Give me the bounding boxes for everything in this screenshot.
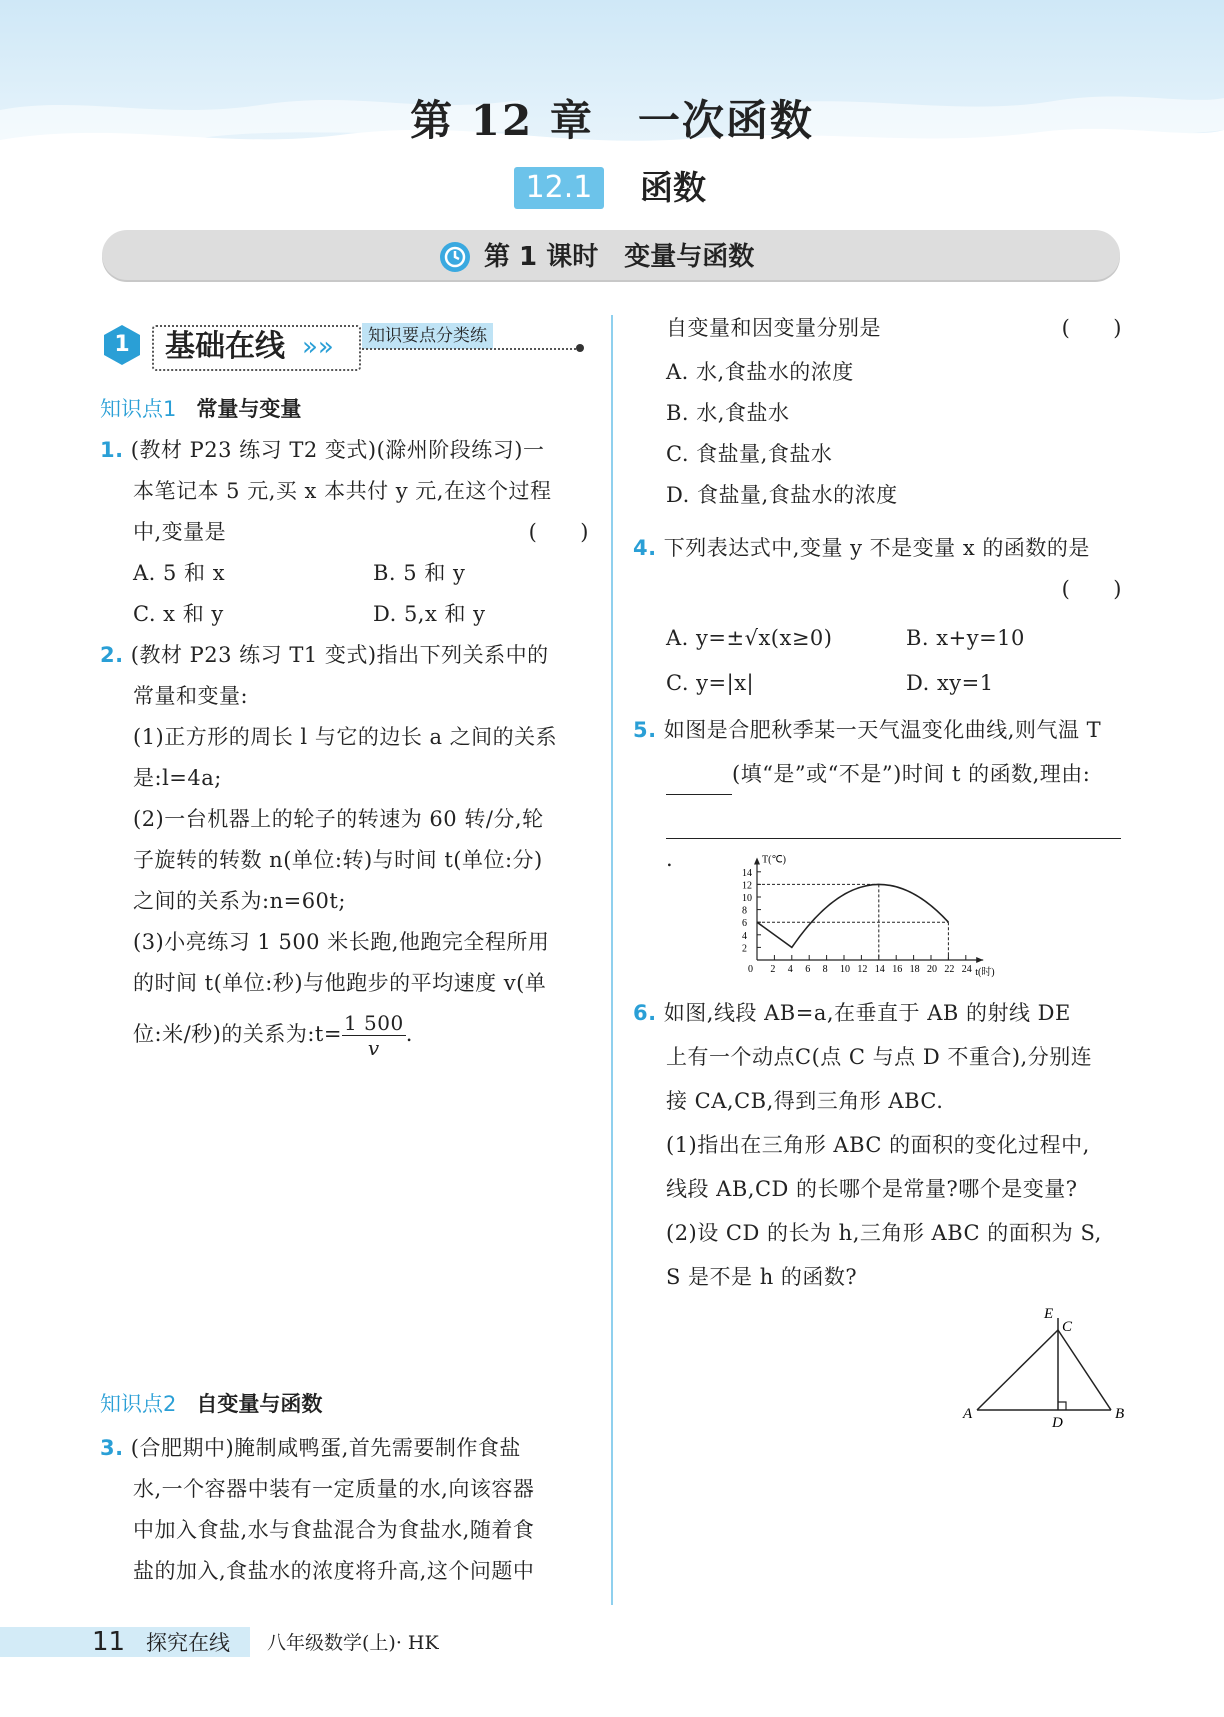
label-b: B (1115, 1406, 1125, 1422)
q2-fraction (342, 1011, 406, 1060)
kp1-label: 知识点1 (100, 397, 177, 421)
q3-number: 3. (100, 1436, 124, 1460)
q1-option-d: D. 5,x 和 y (373, 602, 486, 626)
x-tick-label: 22 (944, 964, 955, 975)
q3-line2: 水,一个容器中装有一定质量的水,向该容器 (133, 1477, 535, 1501)
segment-ca (977, 1330, 1058, 1410)
q6-line3: 接 CA,CB,得到三角形 ABC. (666, 1089, 944, 1113)
question-3 (100, 1428, 595, 1592)
q2-s1b: 是:l=4a; (133, 766, 222, 790)
x-tick-label: 18 (909, 964, 920, 975)
x-tick-label: 8 (822, 964, 828, 975)
q6-s2b: S 是不是 h 的函数? (666, 1265, 858, 1289)
label-e: E (1044, 1306, 1054, 1322)
x-tick-label: 10 (840, 964, 850, 975)
q1-line3: 中,变量是 (133, 520, 227, 544)
label-c: C (1062, 1319, 1073, 1335)
q2-s1a: (1)正方形的周长 l 与它的边长 a 之间的关系 (133, 725, 558, 749)
q4-option-a: A. y=±√x(x≥0) (666, 626, 833, 650)
q1-option-a: A. 5 和 x (133, 561, 226, 585)
x-tick-label: 20 (927, 964, 937, 975)
segment-cb (1058, 1330, 1111, 1410)
block-tag: 知识要点分类练 (362, 323, 493, 349)
x-tick-label: 0 (748, 964, 753, 975)
kp2-title: 自变量与函数 (196, 1392, 323, 1416)
block-badge-number: 1 (114, 332, 130, 357)
q3-line3: 中加入食盐,水与食盐混合为食盐水,随着食 (133, 1518, 535, 1542)
q5-line2: (填“是”或“不是”)时间 t 的函数,理由: (732, 762, 1091, 786)
question-4 (633, 528, 1128, 704)
q2-number: 2. (100, 643, 124, 667)
x-tick-label: 12 (857, 964, 868, 975)
q1-line1: (教材 P23 练习 T2 变式)(滁州阶段练习)一 (130, 438, 545, 462)
q2-end: . (405, 1022, 413, 1046)
q2-fraction-numerator: 1 500 (343, 1011, 404, 1035)
x-tick-label: 14 (874, 964, 885, 975)
y-tick-label: 2 (742, 943, 747, 955)
kp1-title: 常量与变量 (196, 397, 302, 421)
q2-s2c: 之间的关系为:n=60t; (133, 889, 346, 913)
y-tick-label: 10 (742, 893, 752, 904)
temperature-curve (757, 884, 948, 947)
q1-option-c: C. x 和 y (133, 602, 224, 626)
knowledge-point-1 (100, 393, 301, 425)
q1-answer-paren: ( ) (528, 520, 589, 544)
triangle-diagram (955, 1300, 1135, 1430)
q5-blank[interactable] (666, 766, 732, 795)
q4-option-c: C. y=|x| (666, 671, 755, 695)
q6-line1: 如图,线段 AB=a,在垂直于 AB 的射线 DE (663, 1001, 1071, 1025)
q3-line5: 自变量和因变量分别是 (666, 316, 881, 340)
y-tick-label: 6 (742, 918, 747, 930)
x-axis-label: t(时) (975, 967, 995, 978)
page-number: 11 (92, 1627, 126, 1657)
q3-option-c: C. 食盐量,食盐水 (666, 442, 833, 466)
x-tick-label: 6 (805, 964, 811, 975)
q3-answer-paren: ( ) (1061, 316, 1122, 340)
q3-line4: 盐的加入,食盐水的浓度将升高,这个问题中 (133, 1559, 535, 1583)
label-d: D (1052, 1415, 1063, 1430)
kp2-label: 知识点2 (100, 1392, 177, 1416)
column-divider (611, 315, 613, 1605)
question-1 (100, 430, 595, 635)
q2-s3b: 的时间 t(单位:秒)与他跑步的平均速度 v(单 (133, 971, 547, 995)
clock-icon (440, 242, 470, 272)
q1-number: 1. (100, 438, 124, 462)
y-tick-label: 12 (742, 880, 752, 892)
q1-line2: 本笔记本 5 元,买 x 本共付 y 元,在这个过程 (133, 479, 552, 503)
right-angle-mark (1058, 1402, 1066, 1410)
section-title: 函数 (640, 168, 706, 207)
question-3-continued (633, 308, 1128, 516)
q4-line1: 下列表达式中,变量 y 不是变量 x 的函数的是 (663, 536, 1090, 560)
q3-option-d: D. 食盐量,食盐水的浓度 (666, 483, 898, 507)
label-a: A (963, 1406, 973, 1422)
section-number-badge: 12.1 (514, 167, 604, 209)
x-tick-label: 4 (787, 964, 793, 975)
q2-s3c: 位:米/秒)的关系为:t= (133, 1022, 342, 1046)
q4-option-d: D. xy=1 (906, 671, 994, 695)
q5-line1: 如图是合肥秋季某一天气温变化曲线,则气温 T (663, 718, 1102, 742)
q5-number: 5. (633, 718, 657, 742)
q1-option-b: B. 5 和 y (373, 561, 466, 585)
q2-s2b: 子旋转的转数 n(单位:转)与时间 t(单位:分) (133, 848, 543, 872)
y-axis-label: T(℃) (762, 854, 786, 866)
x-tick-label: 24 (961, 964, 972, 975)
temperature-chart (735, 848, 1035, 980)
lesson-title: 第 1 课时 变量与函数 (484, 242, 755, 272)
footer-book: 八年级数学(上)· HK (267, 1632, 439, 1654)
q4-answer-paren: ( ) (1061, 577, 1122, 601)
q2-line2: 常量和变量: (133, 684, 249, 708)
block-tag-line (362, 348, 580, 350)
x-tick-label: 2 (770, 964, 776, 975)
q3-option-b: B. 水,食盐水 (666, 401, 790, 425)
q6-number: 6. (633, 1001, 657, 1025)
q3-option-a: A. 水,食盐水的浓度 (666, 360, 854, 384)
q2-fraction-denominator: v (367, 1036, 380, 1060)
question-2 (100, 635, 595, 1064)
q5-end: . (666, 847, 674, 871)
q6-s1a: (1)指出在三角形 ABC 的面积的变化过程中, (666, 1133, 1090, 1157)
double-chevron-icon: »» (302, 332, 334, 362)
block-tag-dot (576, 344, 584, 352)
q2-s2a: (2)一台机器上的轮子的转速为 60 转/分,轮 (133, 807, 544, 831)
y-axis-arrow (754, 858, 760, 865)
q4-option-b: B. x+y=10 (906, 626, 1025, 650)
q3-line1: (合肥期中)腌制咸鸭蛋,首先需要制作食盐 (130, 1436, 521, 1460)
question-6 (633, 993, 1128, 1298)
q2-s3a: (3)小亮练习 1 500 米长跑,他跑完全程所用 (133, 930, 550, 954)
block-title: 基础在线 (165, 329, 285, 364)
x-tick-label: 16 (892, 964, 903, 975)
q5-reason-blank[interactable] (666, 806, 1121, 839)
q4-number: 4. (633, 536, 657, 560)
y-tick-label: 14 (742, 867, 752, 879)
chapter-title: 第 12 章 一次函数 (410, 96, 814, 145)
footer-brand: 探究在线 (146, 1631, 230, 1655)
y-tick-label: 4 (742, 930, 747, 942)
y-tick-label: 8 (742, 905, 747, 917)
q2-line1: (教材 P23 练习 T1 变式)指出下列关系中的 (130, 643, 549, 667)
knowledge-point-2 (100, 1388, 322, 1420)
q6-line2: 上有一个动点C(点 C 与点 D 不重合),分别连 (666, 1045, 1093, 1069)
x-axis-arrow (976, 957, 983, 963)
q6-s2a: (2)设 CD 的长为 h,三角形 ABC 的面积为 S, (666, 1221, 1102, 1245)
q6-s1b: 线段 AB,CD 的长哪个是常量?哪个是变量? (666, 1177, 1078, 1201)
